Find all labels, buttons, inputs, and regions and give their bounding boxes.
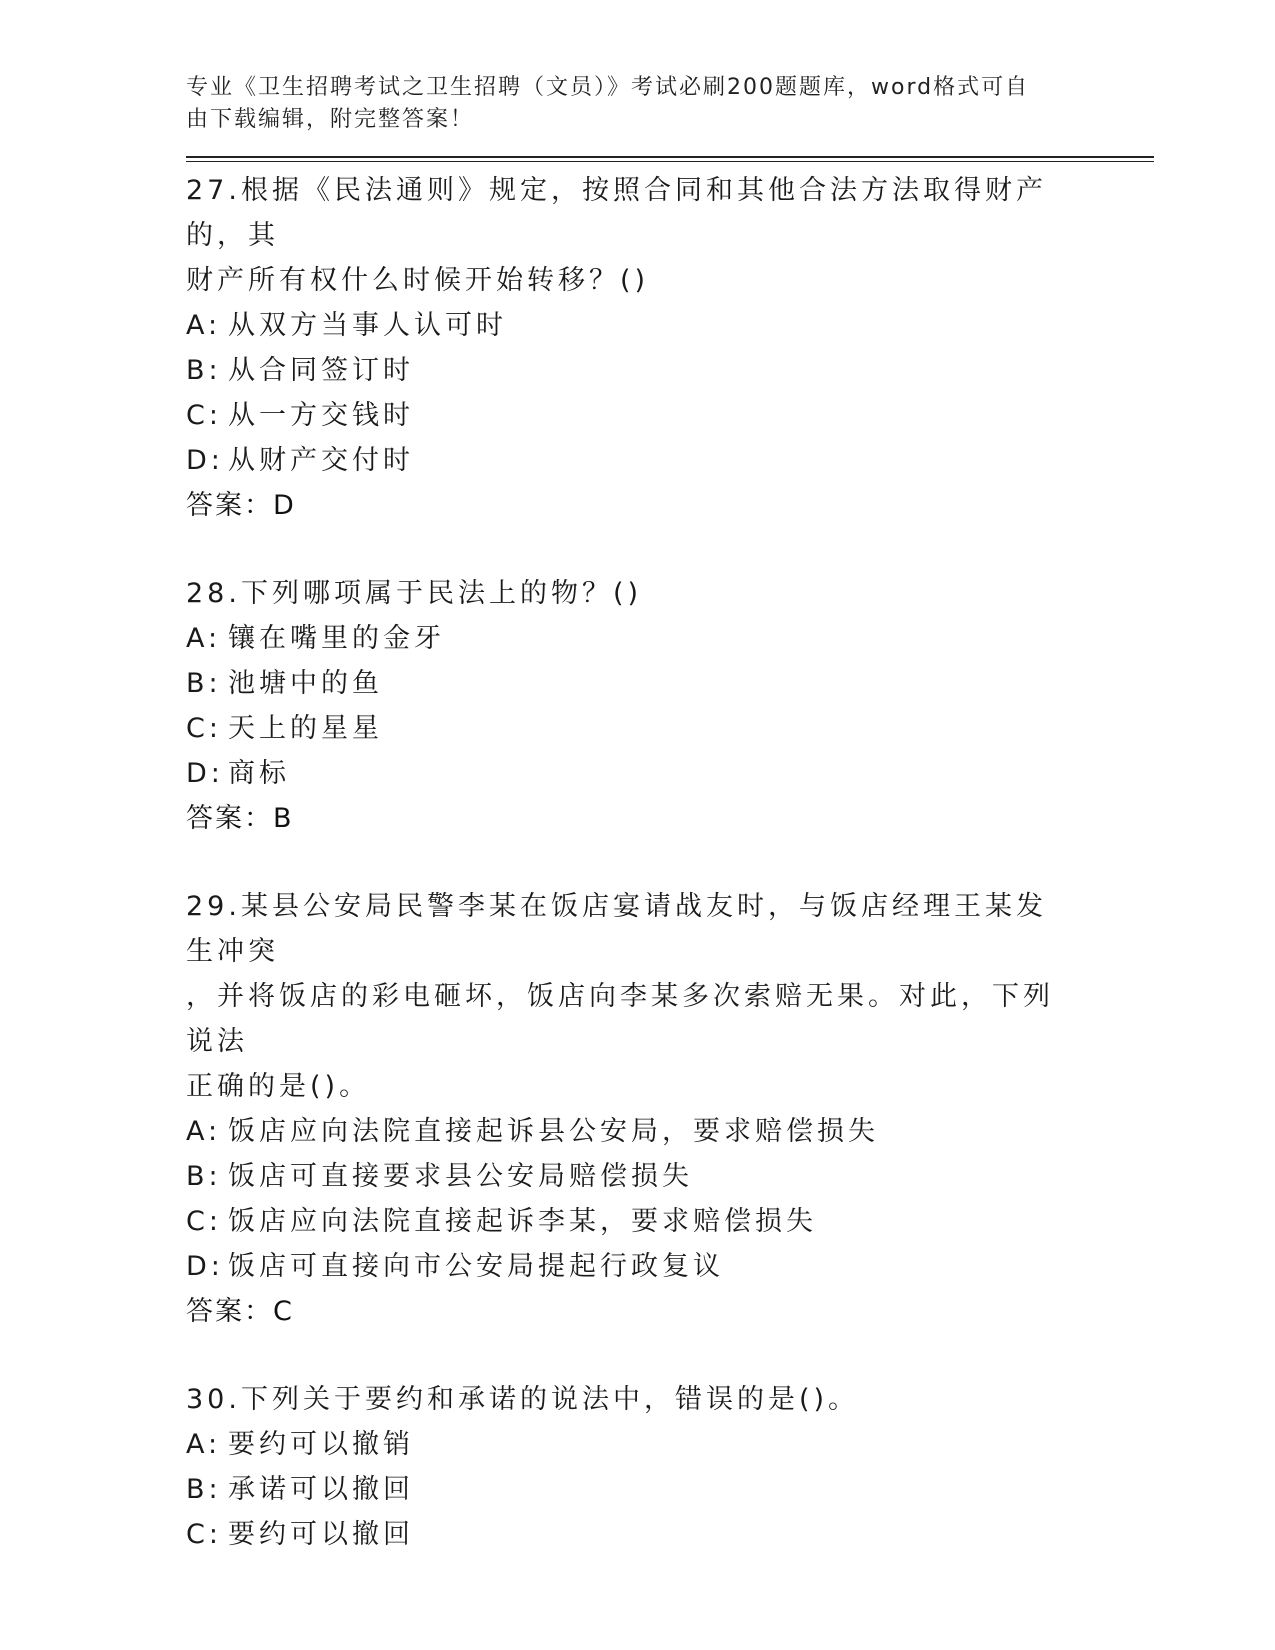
option-key: A:	[186, 623, 222, 654]
option-key: C:	[186, 713, 222, 744]
option-text: 从财产交付时	[228, 445, 414, 476]
header-line-2: 由下载编辑，附完整答案！	[186, 107, 475, 132]
answer-value: B	[273, 803, 292, 834]
option-text: 池塘中的鱼	[228, 668, 383, 699]
option-text: 从双方当事人认可时	[228, 310, 507, 341]
option-key: A:	[186, 310, 222, 341]
question-text-line: 30.下列关于要约和承诺的说法中，错误的是()。	[186, 1384, 860, 1415]
option-key: B:	[186, 1161, 222, 1192]
option-key: B:	[186, 355, 222, 386]
answer	[186, 796, 1056, 841]
answer-value: C	[273, 1296, 292, 1327]
option-c	[186, 1512, 1056, 1557]
option-key: C:	[186, 400, 222, 431]
answer	[186, 1289, 1056, 1334]
option-c	[186, 393, 1056, 438]
option-text: 饭店可直接要求县公安局赔偿损失	[228, 1161, 693, 1192]
option-text: 要约可以撤回	[228, 1519, 414, 1550]
option-a	[186, 1109, 1056, 1154]
header-line-1: 专业《卫生招聘考试之卫生招聘（文员）》考试必刷200题题库，word格式可自	[186, 75, 1030, 100]
option-text: 天上的星星	[228, 713, 383, 744]
document-page	[186, 72, 1056, 1557]
option-text: 饭店应向法院直接起诉县公安局，要求赔偿损失	[228, 1116, 879, 1147]
option-b	[186, 661, 1056, 706]
option-key: D:	[186, 445, 224, 476]
answer	[186, 483, 1056, 528]
option-d	[186, 1244, 1056, 1289]
question-27	[186, 168, 1056, 528]
option-text: 商标	[228, 758, 290, 789]
option-key: C:	[186, 1206, 222, 1237]
option-text: 从一方交钱时	[228, 400, 414, 431]
question-text-line: 正确的是()。	[186, 1071, 371, 1102]
option-key: D:	[186, 1251, 224, 1282]
option-d	[186, 438, 1056, 483]
option-key: B:	[186, 1474, 222, 1505]
option-b	[186, 348, 1056, 393]
document-header	[186, 72, 1056, 136]
question-text-line: 29.某县公安局民警李某在饭店宴请战友时，与饭店经理王某发生冲突	[186, 891, 1047, 967]
option-c	[186, 1199, 1056, 1244]
answer-label: 答案：	[186, 803, 273, 834]
option-d	[186, 751, 1056, 796]
option-a	[186, 616, 1056, 661]
question-text-line: ，并将饭店的彩电砸坏，饭店向李某多次索赔无果。对此，下列说法	[186, 981, 1054, 1057]
question-text-line: 28.下列哪项属于民法上的物？()	[186, 578, 643, 609]
option-a	[186, 303, 1056, 348]
option-text: 镶在嘴里的金牙	[228, 623, 445, 654]
question-text-line: 27.根据《民法通则》规定，按照合同和其他合法方法取得财产的，其	[186, 175, 1047, 251]
option-c	[186, 706, 1056, 751]
option-key: A:	[186, 1116, 222, 1147]
answer-value: D	[273, 490, 294, 521]
option-key: A:	[186, 1429, 222, 1460]
question-text-line: 财产所有权什么时候开始转移？()	[186, 265, 650, 296]
option-b	[186, 1154, 1056, 1199]
option-a	[186, 1422, 1056, 1467]
question-28	[186, 571, 1056, 841]
option-text: 要约可以撤销	[228, 1429, 414, 1460]
answer-label: 答案：	[186, 490, 273, 521]
option-text: 饭店应向法院直接起诉李某，要求赔偿损失	[228, 1206, 817, 1237]
question-29	[186, 884, 1056, 1334]
question-30	[186, 1377, 1056, 1557]
option-key: C:	[186, 1519, 222, 1550]
option-b	[186, 1467, 1056, 1512]
option-key: D:	[186, 758, 224, 789]
option-key: B:	[186, 668, 222, 699]
answer-label: 答案：	[186, 1296, 273, 1327]
option-text: 饭店可直接向市公安局提起行政复议	[228, 1251, 724, 1282]
option-text: 承诺可以撤回	[228, 1474, 414, 1505]
option-text: 从合同签订时	[228, 355, 414, 386]
